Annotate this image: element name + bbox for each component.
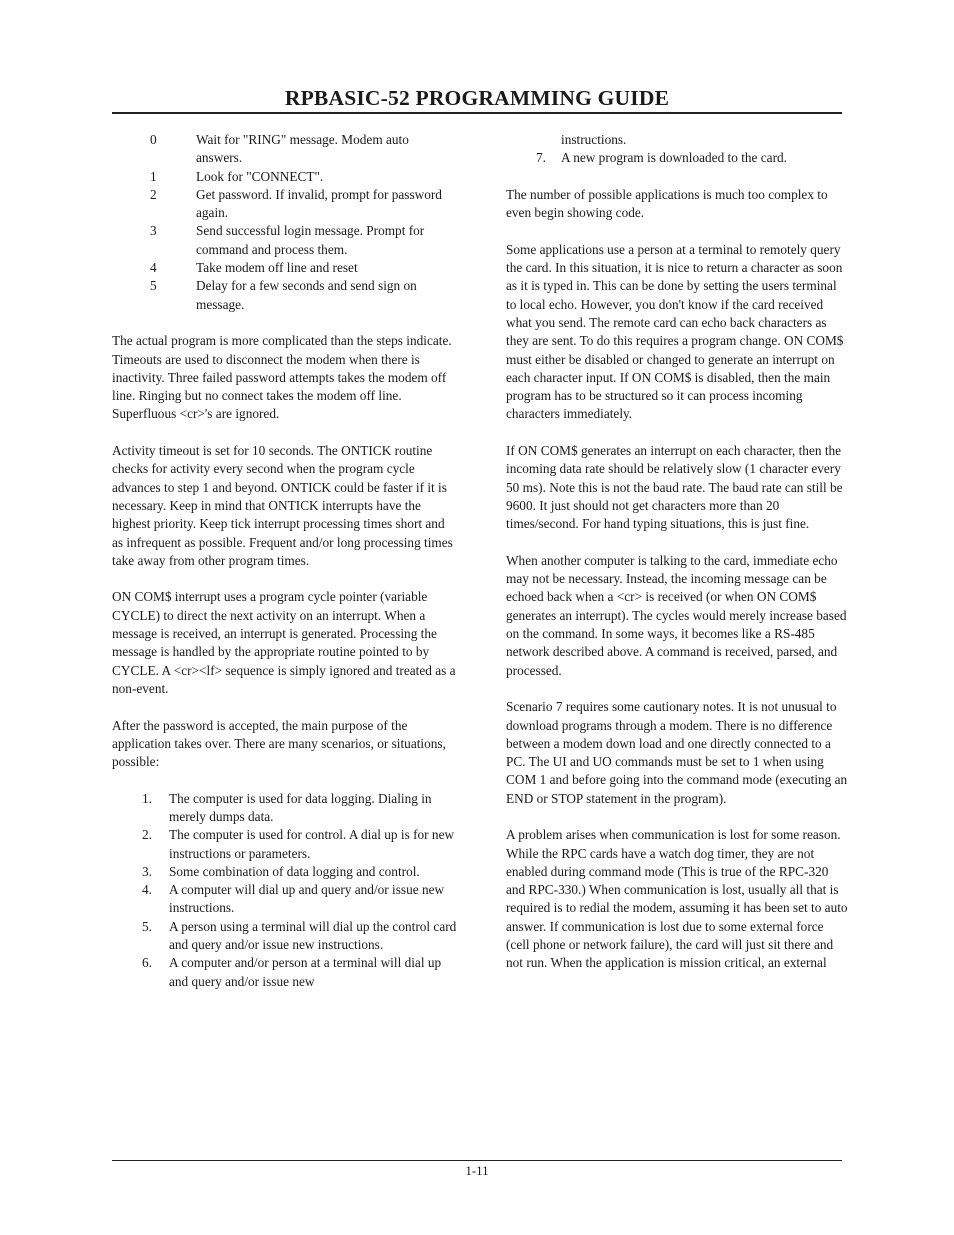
- scenario-text: The computer is used for control. A dial up is for new instructions or parameters.: [169, 827, 455, 861]
- step-item: [112, 222, 457, 259]
- paragraph: The actual program is more complicated than the steps indicate. Timeouts are used to disconnect the modem when there is inactivity. Three failed password attempts takes the modem off line. Ringing but no connect takes the modem off line. Superfluous <cr>'s are ignored.: [112, 333, 452, 422]
- step-text: Look for "CONNECT".: [196, 168, 324, 184]
- step-item: [112, 168, 457, 186]
- scenario-list: [112, 790, 457, 991]
- paragraph: If ON COM$ generates an interrupt on each character, then the incoming data rate should be relatively slow (1 character every 50 ms). Note this is not the baud rate. The baud rate can still be 9600. It just should not get characters more than 20 times/second. For hand typing situations, this is just fine.: [506, 443, 843, 532]
- step-text: Delay for a few seconds and send sign on message.: [196, 278, 417, 312]
- paragraph: Scenario 7 requires some cautionary notes. It is not unusual to download programs through a modem. There is no difference between a modem down load and one directly connected to a PC. The UI and UO commands must be set to 1 when using COM 1 and before going into the command mode (executing an END or STOP statement in the program).: [506, 699, 848, 806]
- scenario-number: 6.: [142, 955, 152, 971]
- scenario-number: 5.: [142, 918, 152, 934]
- scenario-item: [506, 149, 850, 167]
- page-number: 1-11: [465, 1163, 489, 1178]
- paragraph: After the password is accepted, the main purpose of the application takes over. There are many scenarios, or situations, possible:: [112, 717, 446, 770]
- scenario-item: [112, 918, 457, 955]
- scenario-number: 1.: [142, 790, 152, 806]
- footer-rule: [112, 1160, 842, 1161]
- step-text: Wait for "RING" message. Modem auto answers.: [196, 132, 409, 166]
- step-number: 1: [150, 168, 157, 184]
- step-text: Take modem off line and reset: [196, 260, 358, 276]
- step-item: [112, 259, 457, 277]
- page-title: RPBASIC-52 PROGRAMMING GUIDE: [284, 86, 670, 110]
- scenario-text: A computer will dial up and query and/or issue new instructions.: [169, 882, 445, 916]
- paragraph: ON COM$ interrupt uses a program cycle pointer (variable CYCLE) to direct the next activity on an interrupt. When a message is received, an interrupt is generated. Processing the message is handled by the appropriate routine pointed to by CYCLE. A <cr><lf> sequence is simply ignored and treated as a non-event.: [112, 589, 456, 696]
- scenario-item: [112, 954, 457, 991]
- step-text: Send successful login message. Prompt for command and process them.: [196, 223, 425, 257]
- program-steps-list: [112, 131, 457, 314]
- step-number: 5: [150, 278, 157, 294]
- step-number: 0: [150, 132, 157, 147]
- scenario-text: The computer is used for data logging. Dialing in merely dumps data.: [169, 790, 432, 824]
- paragraph: A problem arises when communication is lost for some reason. While the RPC cards have a watch dog timer, they are not enabled during command mode (This is true of the RPC-320 and RPC-330.) When communication is lost, usually all that is required is to redial the modem, assuming it has been set to auto answer. If communication is lost due to some external force (cell phone or network failure), the card will just sit there and not run. When the application is mission critical, an external: [506, 827, 848, 971]
- scenario-text: A person using a terminal will dial up the control card and query and/or issue new instructions.: [169, 918, 457, 953]
- header-rule: [112, 112, 842, 114]
- scenario-number: 7.: [536, 150, 546, 166]
- step-number: 4: [150, 260, 157, 276]
- scenario-item: [112, 790, 457, 827]
- paragraph: Some applications use a person at a terminal to remotely query the card. In this situation, it is nice to return a character as soon as it is typed in. This can be done by setting the users terminal to local echo. However, you don't know if the card received what you send. The remote card can echo back characters as they are sent. To do this requires a program change. ON COM$ must either be disabled or changed to generate an interrupt on each character input. If ON COM$ is disabled, then the main program has to be structured so it can process incoming characters immediately.: [506, 241, 844, 422]
- scenario-item: [112, 863, 457, 881]
- step-item: [112, 277, 457, 314]
- scenario-item: [112, 826, 457, 863]
- step-text: Get password. If invalid, prompt for password again.: [196, 186, 442, 221]
- scenario-text: Some combination of data logging and control.: [169, 863, 420, 879]
- left-column: [112, 131, 457, 991]
- scenario-continuation: instructions.: [561, 132, 627, 147]
- right-column: [506, 131, 850, 973]
- step-item: [112, 186, 457, 223]
- paragraph: The number of possible applications is much too complex to even begin showing code.: [506, 186, 828, 221]
- paragraph: Activity timeout is set for 10 seconds. The ONTICK routine checks for activity every second when the program cycle advances to step 1 and beyond. ONTICK could be faster if it is necessary. Keep in mind that ONTICK interrupts have the highest priority. Keep tick interrupt processing times short and as infrequent as possible. Frequent and/or long processing times take away from other program times.: [112, 443, 453, 568]
- scenario-text: A computer and/or person at a terminal will dial up and query and/or issue new: [169, 955, 442, 989]
- step-number: 3: [150, 223, 157, 239]
- step-item: [112, 131, 457, 168]
- scenario-text: A new program is downloaded to the card.: [561, 150, 787, 166]
- paragraph: When another computer is talking to the card, immediate echo may not be necessary. Instead, the incoming message can be echoed back when a <cr> is received (or when ON COM$ generates an interrupt). The cycles would merely increase based on the command. In some ways, it becomes like a RS-485 network described above. A command is received, parsed, and processed.: [506, 552, 847, 678]
- step-number: 2: [150, 186, 157, 202]
- scenario-number: 4.: [142, 882, 152, 898]
- scenario-number: 3.: [142, 863, 152, 879]
- scenario-number: 2.: [142, 827, 152, 843]
- scenario-item: [112, 881, 457, 918]
